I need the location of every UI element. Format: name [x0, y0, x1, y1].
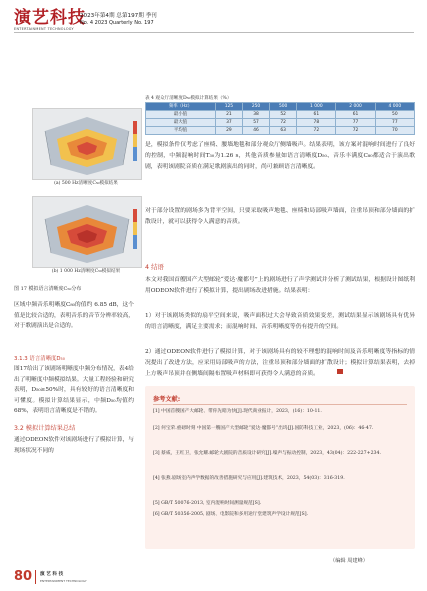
table-cell: 77 — [336, 119, 375, 127]
table-header-cell: 250 — [242, 103, 269, 111]
footer-magazine-name-en: ENTERTAINMENT TECHNOLOGY — [40, 579, 87, 583]
reference-item: [3] 蔡威，王红卫，张允耀.邮轮大剧院的音质设计研究[J].噪声与振动控制，2023，43(04)：222-227+234. — [153, 451, 382, 456]
table-cell: 61 — [297, 111, 336, 119]
table-cell: 72 — [336, 127, 375, 135]
simulation-image-500hz — [32, 108, 142, 180]
references-divider — [153, 404, 407, 405]
table-cell: 37 — [215, 119, 242, 127]
reference-item: [4] 张燕.剧场室内声学数据的改善措施研究与应用[J].建筑技术，2023，54(03)：316-319. — [153, 476, 345, 481]
table-header-cell: 4 000 — [375, 103, 414, 111]
table-header-cell: 500 — [270, 103, 297, 111]
table-cell: 38 — [242, 111, 269, 119]
right-paragraph-4: 1）对于该剧场类似的扇平空间来说，吸声面积过大会导致音质效果变差，测试结果显示该剧场具有优异的语言清晰度，满足主要需求；而混响时间、音乐明晰度等仍有提升的空间。 — [145, 313, 415, 330]
page-number: 80 — [14, 569, 33, 584]
table-caption: 表 4 观众厅清晰度D₅₀模拟计算结果（%） — [145, 96, 232, 101]
right-paragraph-1: 是，模拟条件仅考虑了座椅、腰墙地毯和部分观众厅侧墙吸声。结果表明，该方案对混响时间进行了良好的控制，中频混响时间T₃₀为1.26 s，其他音质参量如语言清晰度D₅₀、音乐丰满度C₈₀都适合于演出歌剧，表明该剧院音质在满足歌剧演出的同时，尚可兼顾语言清晰度。 — [145, 142, 415, 170]
table-cell: 最小值 — [146, 111, 216, 119]
references-title: 参考文献: — [153, 396, 181, 403]
section-heading-3-1-3: 3.1.3 语言清晰度D₅₀ — [14, 356, 65, 362]
table-cell: 70 — [375, 127, 414, 135]
simulation-image-1000hz — [32, 196, 142, 268]
section-heading-4: 4 结语 — [145, 263, 164, 271]
editor-credit: （编辑 周建峰） — [330, 558, 368, 564]
table-header-cell: 频率（Hz） — [146, 103, 216, 111]
magazine-logo: 演艺科技 — [14, 8, 86, 28]
table-cell: 63 — [270, 127, 297, 135]
table-cell: 61 — [336, 111, 375, 119]
reference-item: [6] GB/T 50356-2005, 剧场、电影院和多用途厅堂建筑声学设计规范[S]. — [153, 512, 309, 517]
reference-item: [1] 中国首艘国产大邮轮、带你先睹为快[J].现代商业报计，2023，(16)：10-11. — [153, 409, 322, 414]
reference-item: [5] GB/T 50076-2013, 室内混响时间测量规范[S]. — [153, 501, 262, 506]
table-header-cell: 2 000 — [336, 103, 375, 111]
left-paragraph-2: 图17给出了该剧场明晰度中频分布情况，表4给出了明晰度中频模拟结果。大量工程经验和研究表明，D₅₀≥50%时，具有较好的语言清晰度和可懂度。模拟计算结果显示，中频D₅₀均值约68%，表明语言清晰度是不错的。 — [14, 366, 134, 414]
table-cell: 最大值 — [146, 119, 216, 127]
figure-17 — [30, 108, 142, 284]
issue-info-cn: 2023年第4期 总第197期 季刊 — [80, 13, 157, 19]
table-cell: 21 — [215, 111, 242, 119]
issue-info-en: No. 4 2023 Quarterly No. 197 — [80, 20, 154, 26]
reference-item: [2] 何宝荣.重磅时刻 中国第一艘国产大型邮轮“爱达·魔都号”出坞[J].国防科技工业，2023，(06)：46-47. — [153, 426, 374, 431]
table-row — [146, 119, 415, 127]
table-row — [146, 127, 415, 135]
table-cell: 52 — [270, 111, 297, 119]
table-cell: 77 — [375, 119, 414, 127]
footer-magazine-name: 演 艺 科 技 — [40, 572, 64, 577]
right-paragraph-5: 2）通过ODEON软件进行了模拟计算，对于该剧场具有的较不理想的混响时间及音乐明晰度等指标的情况提出了改进方法，应采用局部吸声的方法，注重吊顶和部分墙面的扩散设计；模拟计算结果表明，去掉上方吸声吊顶并在侧墙间隔布置吸声材料即可获得令人满意的音质。 — [145, 349, 415, 377]
figure-subcaption-a: (a) 500 Hz清晰度C₅₀模拟结果 — [54, 181, 118, 186]
footer-divider — [35, 570, 36, 584]
magazine-logo-subtitle: ENTERTAINMENT TECHNOLOGY — [14, 27, 74, 31]
left-paragraph-1: 区域中频音乐明晰度C₈₀的值约 6.85 dB，这个值是比较合适的，表明音乐的音节分辨率较高，对于歌剧演出是合适的。 — [14, 302, 134, 329]
table-cell: 46 — [242, 127, 269, 135]
clarity-table — [145, 102, 415, 135]
section-heading-3-2: 3.2 模拟计算结果总结 — [14, 425, 76, 432]
table-cell: 57 — [242, 119, 269, 127]
table-row — [146, 111, 415, 119]
table-cell: 29 — [215, 127, 242, 135]
table-cell: 72 — [270, 119, 297, 127]
table-cell: 72 — [297, 127, 336, 135]
figure-subcaption-b: (b) 1 000 Hz清晰度C₅₀模拟结果 — [51, 269, 121, 274]
table-header-cell: 125 — [215, 103, 242, 111]
table-header-row — [146, 103, 415, 111]
end-mark-icon — [337, 369, 343, 374]
header-divider — [14, 32, 414, 33]
left-paragraph-3: 通过ODEON软件对该剧场进行了模拟计算，与现场状况不同的 — [14, 437, 134, 454]
table-cell: 50 — [375, 111, 414, 119]
right-paragraph-2: 对于部分设置的剧场多为背平空间，只要采取吸声地毯、座椅和局部吸声墙面，注重吊顶和部分墙面的扩散设计，就可以获得令人满意的音质。 — [145, 208, 415, 225]
table-cell: 78 — [297, 119, 336, 127]
table-header-cell: 1 000 — [297, 103, 336, 111]
figure-caption: 图 17 模拟语言清晰度C₅₀分布 — [14, 286, 82, 292]
right-paragraph-3: 本文对我国首艘国产大型邮轮“爱达·魔都号”上的剧场进行了声学测试并分析了测试结果，根据设计图纸利用ODEON软件进行了模拟计算，提出剧场改进措施。结果表明： — [145, 277, 415, 294]
table-cell: 平均值 — [146, 127, 216, 135]
